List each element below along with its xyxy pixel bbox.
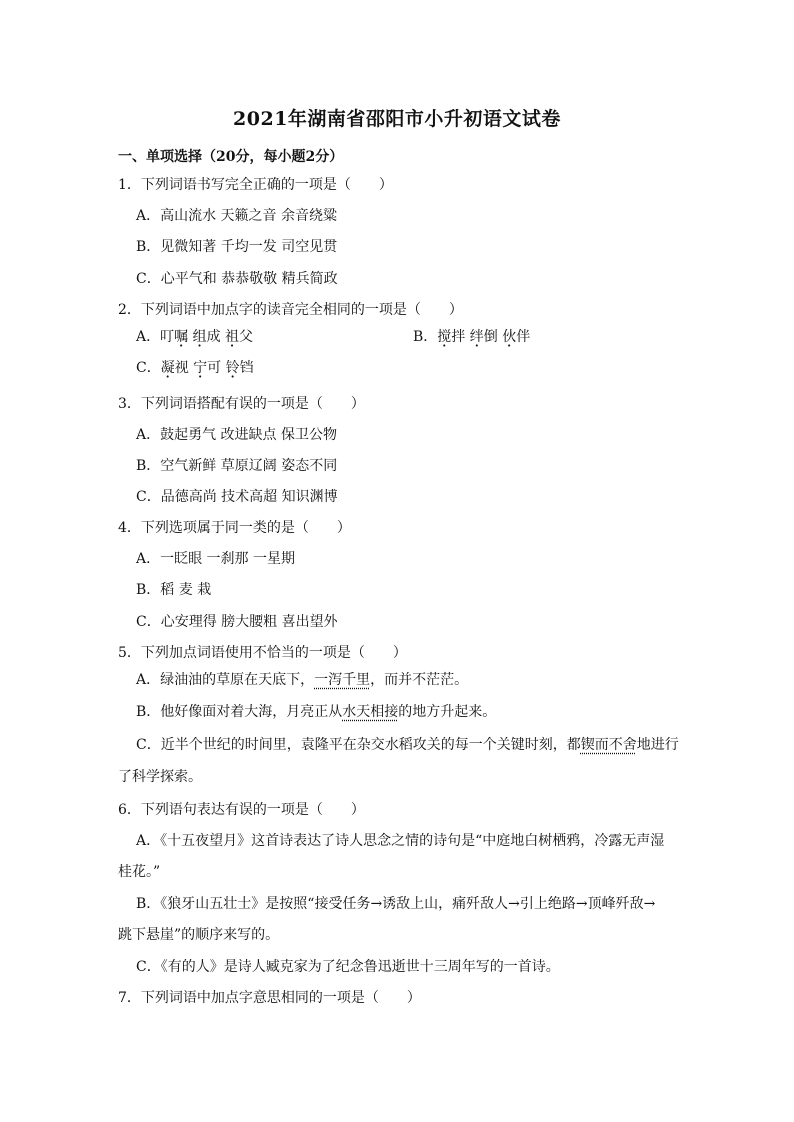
question-5-option-c-continued: 了科学探索。 bbox=[118, 769, 202, 785]
text-fragment: 父 bbox=[239, 329, 254, 345]
question-6-option-a-continued: 桂花。” bbox=[118, 864, 161, 880]
text-fragment: B． bbox=[413, 329, 438, 345]
question-1-option-a: A．高山流水 天籁之音 余音绕粱 bbox=[136, 208, 338, 224]
text-fragment: 地进行 bbox=[636, 737, 679, 753]
question-2-option-a bbox=[136, 327, 253, 347]
text-fragment: 的地方升起来。 bbox=[398, 704, 497, 720]
text-fragment: 铛 bbox=[239, 360, 254, 376]
question-6-option-c: C．《有的人》是诗人臧克家为了纪念鲁迅逝世十三周年写的一首诗。 bbox=[136, 959, 560, 975]
question-6-option-a: A．《十五夜望月》这首诗表达了诗人思念之情的诗句是“中庭地白树栖鸦，冷露无声湿 bbox=[136, 833, 665, 849]
question-1-stem: 1．下列词语书写完全正确的一项是（ ） bbox=[118, 177, 393, 193]
dotted-char: 宁 bbox=[193, 360, 208, 376]
text-fragment: 可 bbox=[207, 360, 226, 376]
question-4-stem: 4．下列选项属于同一类的是（ ） bbox=[118, 520, 351, 536]
text-fragment: 倒 bbox=[483, 329, 503, 345]
text-fragment: 成 bbox=[206, 329, 226, 345]
question-4-option-a: A．一眨眼 一刹那 一星期 bbox=[136, 551, 296, 567]
question-3-stem: 3．下列词语搭配有误的一项是（ ） bbox=[118, 396, 365, 412]
question-6-option-b-continued: 跳下悬崖”的顺序来写的。 bbox=[118, 927, 280, 943]
dotted-char: 祖 bbox=[225, 329, 240, 345]
question-6-stem: 6．下列语句表达有误的一项是（ ） bbox=[118, 802, 365, 818]
question-7-stem: 7．下列词语中加点字意思相同的一项是（ ） bbox=[118, 990, 421, 1006]
dotted-phrase: 水天相接 bbox=[342, 704, 399, 720]
question-5-stem: 5．下列加点词语使用不恰当的一项是（ ） bbox=[118, 645, 407, 661]
text-fragment bbox=[188, 329, 192, 345]
text-fragment: B．他好像面对着大海，月亮正从 bbox=[136, 704, 343, 720]
question-2-option-b bbox=[413, 327, 530, 347]
dotted-phrase: 一泻千里 bbox=[314, 672, 371, 688]
text-fragment: ，而并不茫茫。 bbox=[370, 672, 469, 688]
dotted-char: 绊 bbox=[469, 329, 484, 345]
question-5-option-a bbox=[136, 670, 468, 690]
text-fragment: A．绿油油的草原在天底下， bbox=[136, 672, 315, 688]
question-5-option-c bbox=[136, 735, 679, 755]
question-3-option-b: B．空气新鲜 草原辽阔 姿态不同 bbox=[136, 458, 338, 474]
section-heading: 一、单项选择（20分，每小题2分） bbox=[118, 149, 344, 165]
dotted-char: 铃 bbox=[225, 360, 240, 376]
dotted-char: 凝 bbox=[160, 360, 175, 376]
question-6-option-b: B．《狼牙山五壮士》是按照“接受任务→诱敌上山，痛歼敌人→引上绝路→顶峰歼敌→ bbox=[136, 896, 656, 912]
question-1-option-b: B．见微知著 千均一发 司空见贯 bbox=[136, 239, 338, 255]
question-2-stem: 2．下列词语中加点字的读音完全相同的一项是（ ） bbox=[118, 302, 463, 318]
text-fragment: 伴 bbox=[516, 329, 531, 345]
question-1-option-c: C．心平气和 恭恭敬敬 精兵简政 bbox=[136, 271, 338, 287]
dotted-char: 搅 bbox=[437, 329, 452, 345]
text-fragment: C． bbox=[136, 360, 161, 376]
text-fragment: C．近半个世纪的时间里，袁隆平在杂交水稻攻关的每一个关键时刻，都 bbox=[136, 737, 581, 753]
question-2-option-c bbox=[136, 358, 254, 378]
question-3-option-c: C．品德高尚 技术高超 知识渊博 bbox=[136, 489, 338, 505]
question-3-option-a: A．鼓起勇气 改进缺点 保卫公物 bbox=[136, 427, 338, 443]
dotted-phrase: 锲而不舍 bbox=[580, 737, 637, 753]
dotted-char: 伙 bbox=[502, 329, 517, 345]
question-5-option-b bbox=[136, 702, 496, 722]
text-fragment: A．叮 bbox=[136, 329, 175, 345]
question-4-option-b: B．稻 麦 栽 bbox=[136, 582, 212, 598]
question-4-option-c: C．心安理得 膀大腰粗 喜出望外 bbox=[136, 614, 338, 630]
page-title: 2021年湖南省邵阳市小升初语文试卷 bbox=[233, 108, 561, 130]
text-fragment: 拌 bbox=[451, 329, 470, 345]
dotted-char: 嘱 bbox=[174, 329, 189, 345]
text-fragment: 视 bbox=[174, 360, 194, 376]
dotted-char: 组 bbox=[192, 329, 207, 345]
